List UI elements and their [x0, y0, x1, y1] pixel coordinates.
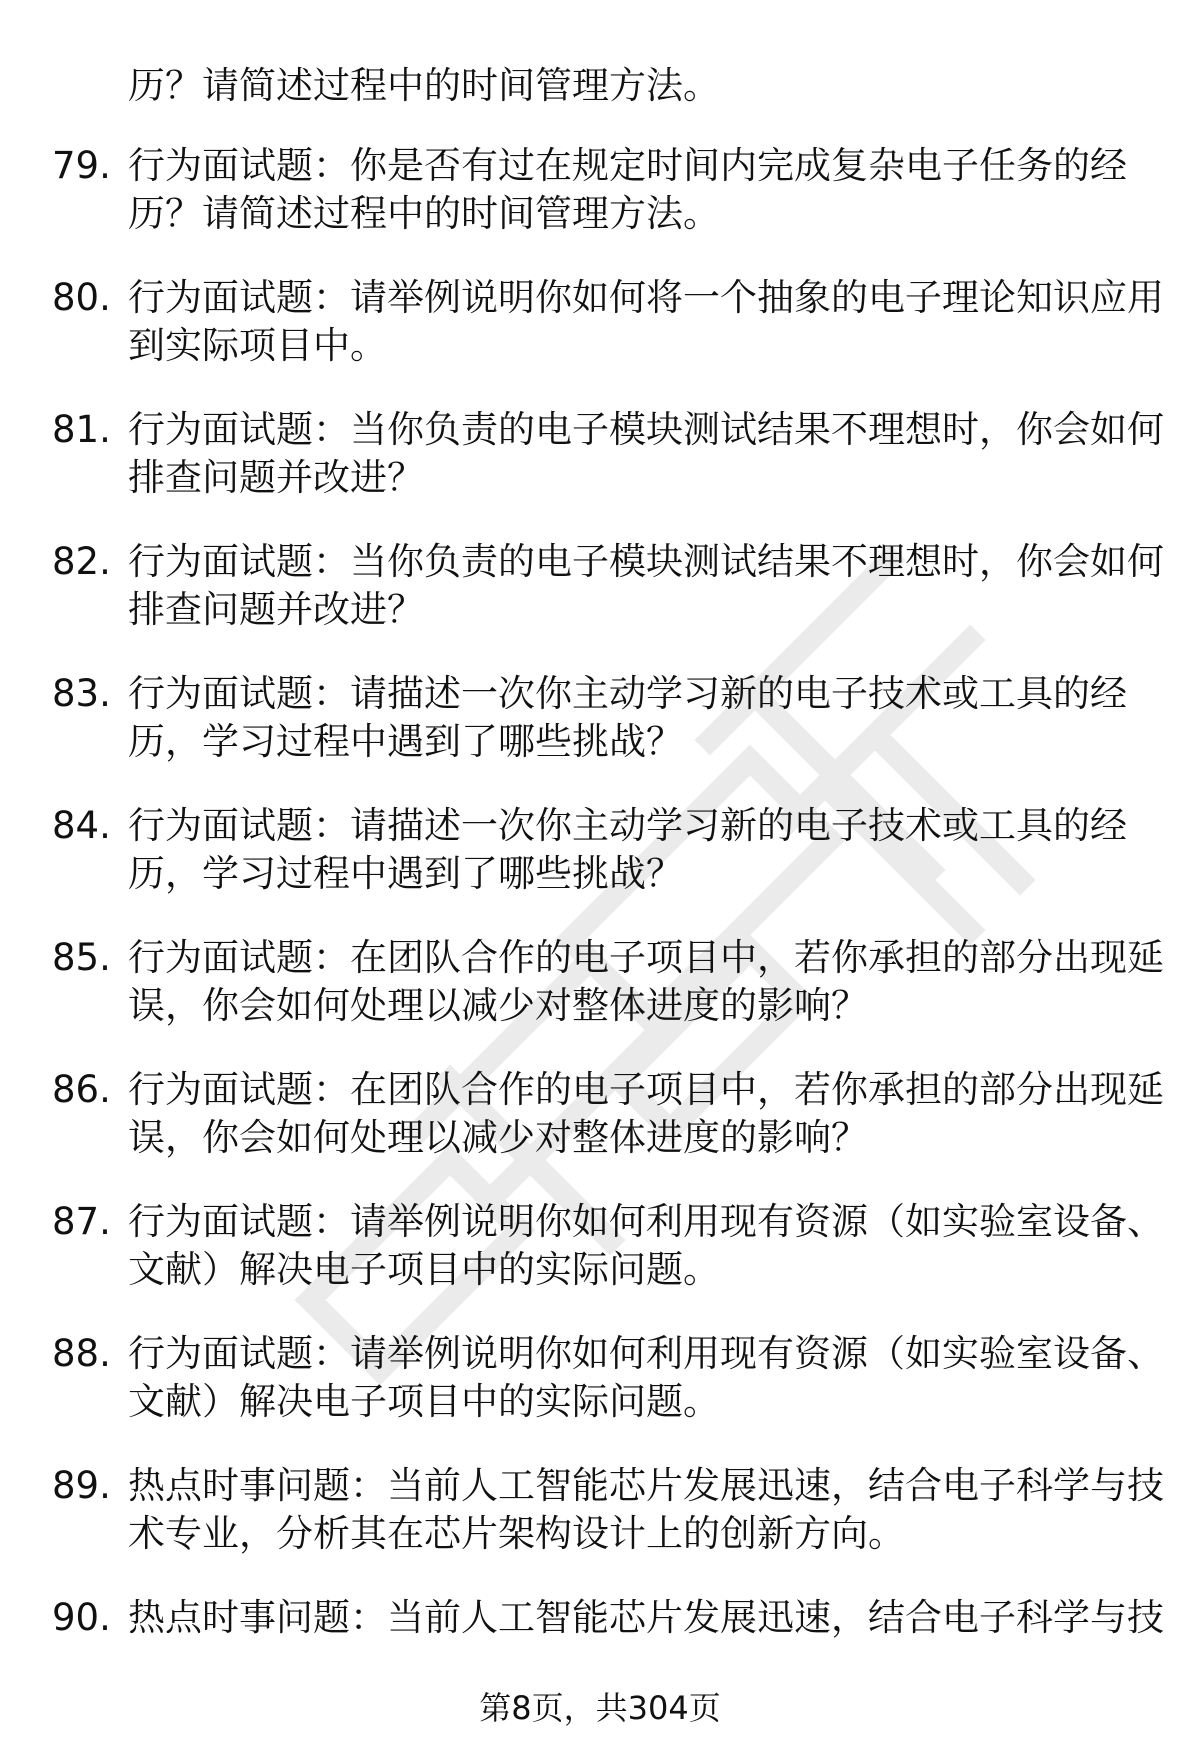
question-text-line: 热点时事问题：当前人工智能芯片发展迅速，结合电子科学与技 — [128, 1596, 1164, 1639]
question-number: 85. — [52, 936, 111, 979]
question-text — [128, 1198, 1164, 1294]
question-text-line: 行为面试题：你是否有过在规定时间内完成复杂电子任务的经 — [128, 144, 1127, 187]
question-text — [128, 802, 1138, 898]
question-text-line: 排查问题并改进？ — [128, 588, 424, 631]
question-item — [0, 1330, 1200, 1462]
question-text — [128, 1462, 1164, 1558]
question-number: 89. — [52, 1464, 111, 1507]
question-text-line: 行为面试题：当你负责的电子模块测试结果不理想时，你会如何 — [128, 408, 1164, 451]
question-item — [0, 406, 1200, 538]
question-text-line: 术专业，分析其在芯片架构设计上的创新方向。 — [128, 1512, 905, 1555]
question-text — [128, 274, 1164, 370]
question-number: 81. — [52, 408, 111, 451]
question-text-line: 行为面试题：请举例说明你如何利用现有资源（如实验室设备、 — [128, 1200, 1164, 1243]
question-item — [0, 538, 1200, 670]
question-number: 79. — [52, 144, 111, 187]
question-text-line: 行为面试题：在团队合作的电子项目中，若你承担的部分出现延 — [128, 1068, 1164, 1111]
question-text — [128, 1330, 1164, 1426]
question-text — [128, 142, 1138, 238]
question-text-line: 行为面试题：请描述一次你主动学习新的电子技术或工具的经 — [128, 804, 1127, 847]
question-number: 84. — [52, 804, 111, 847]
question-number: 82. — [52, 540, 111, 583]
question-number: 87. — [52, 1200, 111, 1243]
question-item — [0, 670, 1200, 802]
question-item — [0, 802, 1200, 934]
question-text-line: 历，学习过程中遇到了哪些挑战？ — [128, 720, 683, 763]
question-number: 86. — [52, 1068, 111, 1111]
question-text-line: 热点时事问题：当前人工智能芯片发展迅速，结合电子科学与技 — [128, 1464, 1164, 1507]
question-number: 80. — [52, 276, 111, 319]
question-text-line: 文献）解决电子项目中的实际问题。 — [128, 1380, 720, 1423]
question-text — [128, 934, 1164, 1030]
question-text-line: 行为面试题：请描述一次你主动学习新的电子技术或工具的经 — [128, 672, 1127, 715]
question-text-line: 误，你会如何处理以减少对整体进度的影响？ — [128, 1116, 868, 1159]
question-text-line: 行为面试题：在团队合作的电子项目中，若你承担的部分出现延 — [128, 936, 1164, 979]
question-text-line: 历，学习过程中遇到了哪些挑战？ — [128, 852, 683, 895]
question-text-line: 文献）解决电子项目中的实际问题。 — [128, 1248, 720, 1291]
question-text-line: 到实际项目中。 — [128, 324, 387, 367]
question-list — [0, 142, 1200, 1726]
question-text-line: 排查问题并改进？ — [128, 456, 424, 499]
question-number: 88. — [52, 1332, 111, 1375]
question-number: 90. — [52, 1596, 111, 1639]
question-text — [128, 1066, 1164, 1162]
question-text-line: 历？请简述过程中的时间管理方法。 — [128, 192, 720, 235]
question-text-line: 行为面试题：请举例说明你如何将一个抽象的电子理论知识应用 — [128, 276, 1164, 319]
question-text — [128, 538, 1164, 634]
question-item — [0, 934, 1200, 1066]
question-text-line: 行为面试题：请举例说明你如何利用现有资源（如实验室设备、 — [128, 1332, 1164, 1375]
question-text — [128, 670, 1138, 766]
question-item — [0, 142, 1200, 274]
question-item — [0, 1462, 1200, 1594]
question-item — [0, 1066, 1200, 1198]
question-text-line: 行为面试题：当你负责的电子模块测试结果不理想时，你会如何 — [128, 540, 1164, 583]
continuation-line: 历？请简述过程中的时间管理方法。 — [128, 64, 720, 107]
question-text-line: 误，你会如何处理以减少对整体进度的影响？ — [128, 984, 868, 1027]
question-text — [128, 1594, 1164, 1642]
question-item — [0, 1198, 1200, 1330]
page-footer: 第8页，共304页 — [479, 1689, 721, 1727]
question-number: 83. — [52, 672, 111, 715]
question-text — [128, 406, 1164, 502]
question-item — [0, 274, 1200, 406]
